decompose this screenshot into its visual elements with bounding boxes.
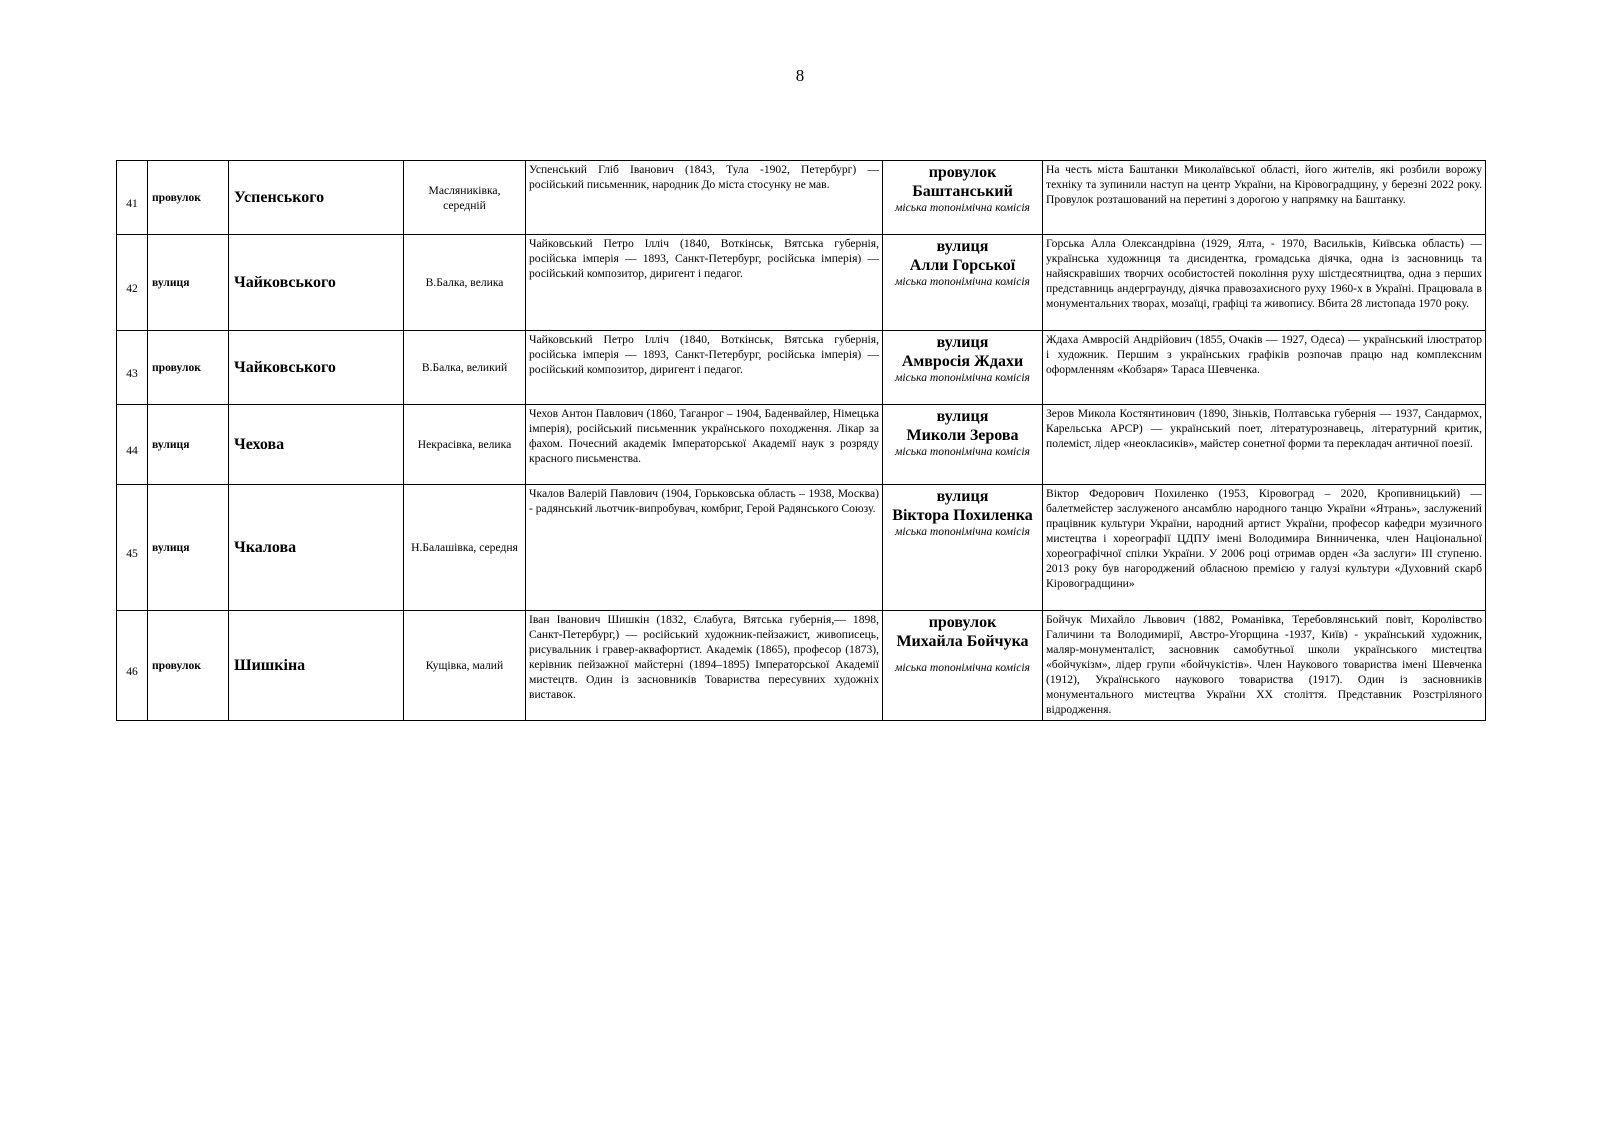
old-name-bio: Іван Іванович Шишкін (1832, Єлабуга, Вятська губернія,— 1898, Санкт-Петербург,) — російський художник-пейзажист, живописець, рисувальник і гравер-аквафортист. Академік (1865), професор (1873), керівник пейзажної майстерні (1894–1895) Імператорської Академії мистецтв. Один із засновників Товариства пересувних художніх виставок. [526, 611, 883, 721]
new-street-name: Амвросія Ждахи [901, 353, 1024, 370]
row-number: 46 [117, 611, 148, 721]
new-street-type: вулиця [936, 334, 989, 351]
old-name-bio: Чайковський Петро Ілліч (1840, Воткінськ, Вятська губернія, російська імперія — 1893, Санкт-Петербург, російська імперія) — російський композитор, диригент і педагог. [526, 235, 883, 331]
old-name-bio: Успенський Гліб Іванович (1843, Тула -1902, Петербург) — російський письменник, народник До міста стосунку не мав. [526, 161, 883, 235]
district: Некрасівка, велика [404, 405, 526, 485]
street-renaming-table [116, 160, 1486, 721]
new-street-name-cell [883, 161, 1043, 235]
new-name-reason: Ждаха Амвросій Андрійович (1855, Очаків — 1927, Одеса) — український ілюстратор і художник. Першим з українських графіків розпочав працю над комплексним оформленням «Кобзаря» Тараса Шевченка. [1043, 331, 1486, 405]
table-row [117, 405, 1486, 485]
proposal-source: міська топонімічна комісія [895, 525, 1030, 538]
proposal-source: міська топонімічна комісія [895, 661, 1030, 674]
old-street-name: Успенського [229, 161, 404, 235]
district: Масляниківка, середній [404, 161, 526, 235]
new-street-name: Миколи Зерова [906, 427, 1019, 444]
new-street-name: Баштанський [912, 183, 1013, 200]
proposal-source: міська топонімічна комісія [895, 201, 1030, 214]
old-street-name: Чкалова [229, 485, 404, 611]
new-name-reason: Віктор Федорович Похиленко (1953, Кіровоград – 2020, Кропивницький) — балетмейстер заслуженого ансамблю народного танцю України «Ятрань», заслужений працівник культури України, народний артист України, професор кафедри музичного мистецтва і хореографії ЦДПУ імені Володимира Винниченка, член Національної хореографічної спілки України. У 2006 році отримав орден «За заслуги» III ступеню. 2013 року був нагороджений обласною премією у галузі культури «Духовний скарб Кіровоградщини» [1043, 485, 1486, 611]
district: Кущівка, малий [404, 611, 526, 721]
old-street-name: Чайковського [229, 331, 404, 405]
old-street-name: Чехова [229, 405, 404, 485]
table-row [117, 331, 1486, 405]
new-street-type: провулок [928, 164, 997, 181]
proposal-source: міська топонімічна комісія [895, 445, 1030, 458]
page-number: 8 [795, 66, 805, 85]
table-row [117, 611, 1486, 721]
new-street-type: вулиця [936, 238, 989, 255]
new-street-type: вулиця [936, 488, 989, 505]
new-street-name: Алли Горської [909, 257, 1016, 274]
new-street-name-cell [883, 405, 1043, 485]
row-number: 42 [117, 235, 148, 331]
table-row [117, 161, 1486, 235]
new-name-reason: На честь міста Баштанки Миколаївської області, його жителів, які розбили ворожу техніку та зупинили наступ на центр України, на Кіровоградщину, у березні 2022 року. Провулок розташований на перетині з дорогою у напрямку на Баштанку. [1043, 161, 1486, 235]
new-street-name-cell [883, 331, 1043, 405]
street-type: вулиця [148, 235, 229, 331]
street-type: вулиця [148, 405, 229, 485]
district: Н.Балашівка, середня [404, 485, 526, 611]
new-street-name-cell [883, 235, 1043, 331]
new-street-name: Віктора Похиленка [892, 507, 1033, 524]
district: В.Балка, великий [404, 331, 526, 405]
proposal-source: міська топонімічна комісія [895, 371, 1030, 384]
new-street-type: провулок [928, 614, 997, 631]
new-name-reason: Зеров Микола Костянтинович (1890, Зіньків, Полтавська губернія — 1937, Сандармох, Карельська АРСР) — український поет, літературознавець, літературний критик, полеміст, лідер «неокласиків», майстер сонетної форми та перекладач античної поезії. [1043, 405, 1486, 485]
old-street-name: Шишкіна [229, 611, 404, 721]
proposal-source: міська топонімічна комісія [895, 275, 1030, 288]
new-street-type: вулиця [936, 408, 989, 425]
table-row [117, 235, 1486, 331]
district: В.Балка, велика [404, 235, 526, 331]
new-street-name-cell [883, 611, 1043, 721]
street-type: провулок [148, 161, 229, 235]
table-row [117, 485, 1486, 611]
street-type: провулок [148, 611, 229, 721]
old-street-name: Чайковського [229, 235, 404, 331]
row-number: 41 [117, 161, 148, 235]
street-type: провулок [148, 331, 229, 405]
new-street-name: Михайла Бойчука [896, 633, 1029, 650]
row-number: 44 [117, 405, 148, 485]
old-name-bio: Чайковський Петро Ілліч (1840, Воткінськ, Вятська губернія, російська імперія — 1893, Санкт-Петербург, російська імперія) — російський композитор, диригент і педагог. [526, 331, 883, 405]
street-type: вулиця [148, 485, 229, 611]
new-name-reason: Бойчук Михайло Львович (1882, Романівка, Теребовлянський повіт, Королівство Галичини та Володимирії, Австро-Угорщина -1937, Київ) - український художник, маляр-монументаліст, засновник самобутньої школи українського мистецтва «бойчукізм», лідер групи «бойчукістів». Член Наукового товариства імені Шевченка (1912), Українського наукового товариства (1917). Один із засновників монументального мистецтва України XX століття. Представник Розстріляного відродження. [1043, 611, 1486, 721]
row-number: 45 [117, 485, 148, 611]
new-name-reason: Горська Алла Олександрівна (1929, Ялта, - 1970, Васильків, Київська область) — українська художниця та дисидентка, громадська діячка, одна із засновниць та найяскравіших творчих особистостей покоління руху шістдесятництва, одна з перших представниць андерграунду, діячка правозахисного руху 1960-х в Україні. Працювала в монументальних творах, мозаїці, графіці та живопису. Вбита 28 листопада 1970 року. [1043, 235, 1486, 331]
new-street-name-cell [883, 485, 1043, 611]
old-name-bio: Чехов Антон Павлович (1860, Таганрог – 1904, Баденвайлер, Німецька імперія), російський письменник українського походження. Лікар за фахом. Почесний академік Імператорської Академії наук з розряду красного письменства. [526, 405, 883, 485]
row-number: 43 [117, 331, 148, 405]
old-name-bio: Чкалов Валерій Павлович (1904, Горьковська область – 1938, Москва) - радянський льотчик-випробувач, комбриг, Герой Радянського Союзу. [526, 485, 883, 611]
